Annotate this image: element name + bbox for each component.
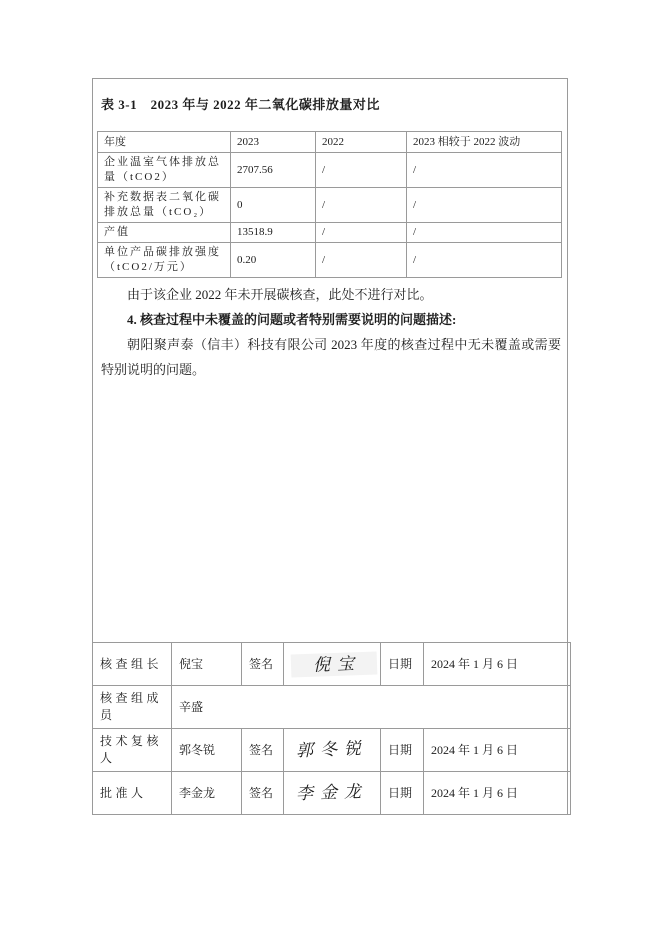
table-row <box>98 188 562 223</box>
date-label: 日期 <box>381 772 424 815</box>
cell-2022: / <box>316 188 407 223</box>
sign-label: 签名 <box>242 729 284 772</box>
row-label: 企业温室气体排放总量（tCO2） <box>98 153 231 188</box>
body-paragraph: 朝阳聚声泰（信丰）科技有限公司 2023 年度的核查过程中无未覆盖或需要特别说明的问题。 <box>101 337 561 377</box>
date-label: 日期 <box>381 729 424 772</box>
row-label: 单位产品碳排放强度（tCO2/万元） <box>98 243 231 278</box>
person-name: 倪宝 <box>172 643 242 686</box>
cell-2022: / <box>316 223 407 243</box>
date-value: 2024 年 1 月 6 日 <box>424 643 571 686</box>
row-label: 产值 <box>98 223 231 243</box>
header-2023: 2023 <box>231 132 316 153</box>
table-header-row <box>98 132 562 153</box>
cell-2023: 2707.56 <box>231 153 316 188</box>
date-value: 2024 年 1 月 6 日 <box>424 729 571 772</box>
cell-delta: / <box>407 188 562 223</box>
table-row <box>98 153 562 188</box>
handwritten-signature: 李金龙 <box>284 772 381 815</box>
cell-2022: / <box>316 153 407 188</box>
cell-2023: 0.20 <box>231 243 316 278</box>
section-heading: 4. 核查过程中未覆盖的问题或者特别需要说明的问题描述: <box>127 312 457 327</box>
signature-row-reviewer <box>93 729 571 772</box>
note-paragraph: 由于该企业 2022 年未开展碳核查，此处不进行对比。 <box>127 287 433 302</box>
blank-space <box>93 382 567 642</box>
content-box <box>92 78 568 815</box>
emissions-comparison-table <box>97 131 562 278</box>
role-label: 核查组成员 <box>93 686 172 729</box>
header-year: 年度 <box>98 132 231 153</box>
cell-2023: 0 <box>231 188 316 223</box>
sign-label: 签名 <box>242 772 284 815</box>
cell-2022: / <box>316 243 407 278</box>
handwritten-signature: 倪宝 <box>284 643 381 686</box>
person-name: 郭冬锐 <box>172 729 242 772</box>
person-name: 辛盛 <box>172 686 571 729</box>
signature-row-members <box>93 686 571 729</box>
cell-2023: 13518.9 <box>231 223 316 243</box>
table-row <box>98 243 562 278</box>
cell-delta: / <box>407 243 562 278</box>
date-value: 2024 年 1 月 6 日 <box>424 772 571 815</box>
person-name: 李金龙 <box>172 772 242 815</box>
header-2022: 2022 <box>316 132 407 153</box>
role-label: 核查组长 <box>93 643 172 686</box>
role-label: 技术复核人 <box>93 729 172 772</box>
row-label: 补充数据表二氧化碳排放总量（tCO₂） <box>98 188 231 223</box>
signature-row-approver <box>93 772 571 815</box>
signature-row-leader <box>93 643 571 686</box>
sign-label: 签名 <box>242 643 284 686</box>
handwritten-signature: 郭冬锐 <box>284 729 381 772</box>
table-row <box>98 223 562 243</box>
signature-table <box>92 642 571 815</box>
cell-delta: / <box>407 153 562 188</box>
header-delta: 2023 相较于 2022 波动 <box>407 132 562 153</box>
cell-delta: / <box>407 223 562 243</box>
date-label: 日期 <box>381 643 424 686</box>
role-label: 批准人 <box>93 772 172 815</box>
table-caption: 表 3-1 2023 年与 2022 年二氧化碳排放量对比 <box>101 97 380 112</box>
